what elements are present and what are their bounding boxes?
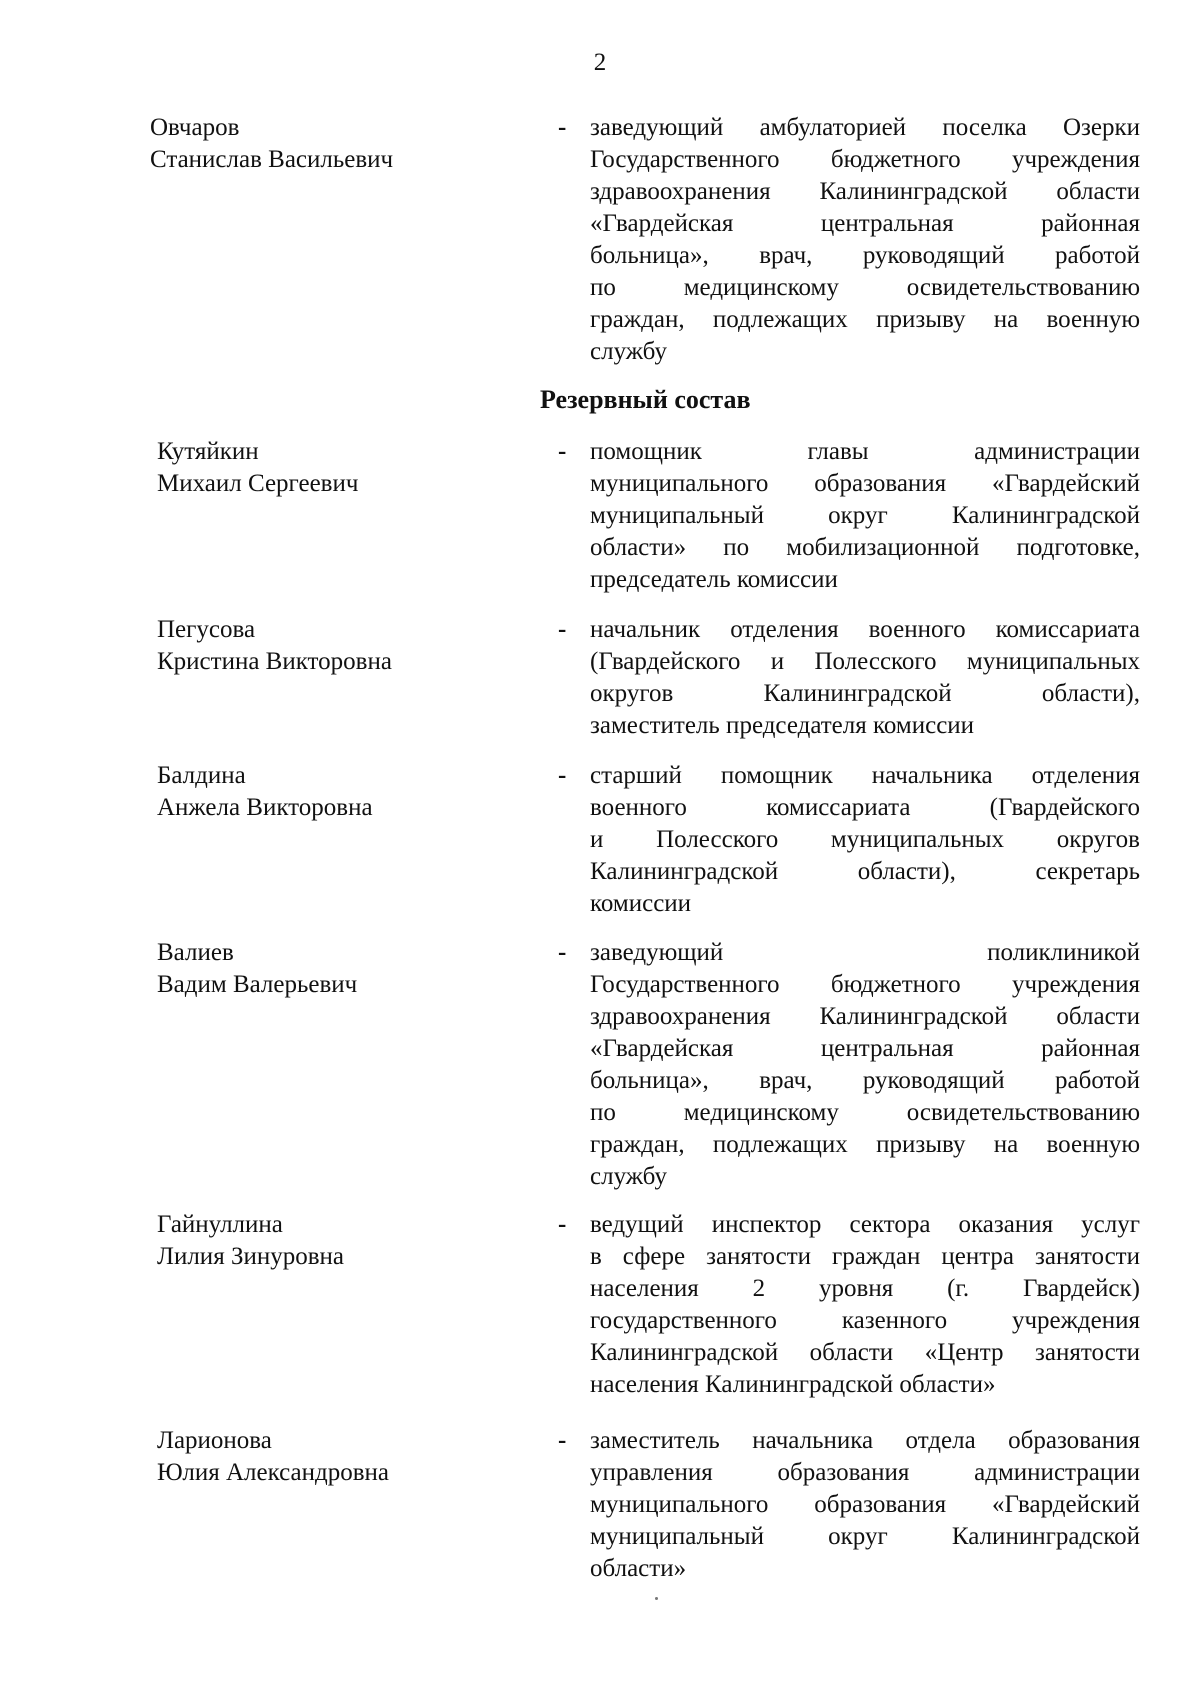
member-surname: Кутяйкин — [157, 438, 259, 465]
position-line: граждан, подлежащих призыву на военную — [590, 1131, 1140, 1158]
position-line: области» — [590, 1555, 687, 1582]
position-line: военного комиссариата (Гвардейского — [590, 794, 1140, 821]
position-line: управления образования администрации — [590, 1459, 1140, 1486]
dash: - — [558, 616, 567, 643]
member-surname: Гайнуллина — [157, 1211, 283, 1238]
member-surname: Балдина — [157, 762, 246, 789]
member-given-names: Михаил Сергеевич — [157, 470, 359, 497]
member-name — [157, 1209, 344, 1273]
position-line: «Гвардейская центральная районная — [590, 210, 1140, 237]
member-position — [590, 1425, 1140, 1585]
position-line: населения Калининградской области» — [590, 1371, 996, 1398]
position-line: муниципального образования «Гвардейский — [590, 470, 1140, 497]
dash: - — [558, 1427, 567, 1454]
member-position — [590, 937, 1140, 1193]
position-line: муниципального образования «Гвардейский — [590, 1491, 1140, 1518]
member-surname: Ларионова — [157, 1427, 272, 1454]
position-line: по медицинскому освидетельствованию — [590, 1099, 1140, 1126]
position-line: Калининградской области), секретарь — [590, 858, 1140, 885]
member-position — [590, 436, 1140, 596]
position-line: «Гвардейская центральная районная — [590, 1035, 1140, 1062]
position-line: здравоохранения Калининградской области — [590, 1003, 1140, 1030]
position-line: граждан, подлежащих призыву на военную — [590, 306, 1140, 333]
position-line: и Полесского муниципальных округов — [590, 826, 1140, 853]
dash: - — [558, 762, 567, 789]
position-line: муниципальный округ Калининградской — [590, 502, 1140, 529]
dash: - — [558, 114, 567, 141]
position-line: области» по мобилизационной подготовке, — [590, 534, 1140, 561]
member-given-names: Лилия Зинуровна — [157, 1243, 344, 1270]
member-name — [150, 112, 393, 176]
dash: - — [558, 438, 567, 465]
position-line: комиссии — [590, 890, 692, 917]
member-name — [157, 436, 358, 500]
page-number: 2 — [593, 49, 607, 76]
member-position — [590, 1209, 1140, 1401]
position-line: ведущий инспектор сектора оказания услуг — [590, 1211, 1140, 1238]
member-given-names: Станислав Васильевич — [150, 146, 394, 173]
member-given-names: Анжела Викторовна — [157, 794, 373, 821]
position-line: округов Калининградской области), — [590, 680, 1140, 707]
position-line: государственного казенного учреждения — [590, 1307, 1140, 1334]
position-line: службу — [590, 338, 667, 365]
member-surname: Овчаров — [150, 114, 240, 141]
member-position — [590, 614, 1140, 742]
member-name — [157, 937, 357, 1001]
position-line: больница», врач, руководящий работой — [590, 242, 1140, 269]
position-line: больница», врач, руководящий работой — [590, 1067, 1140, 1094]
member-position — [590, 760, 1140, 920]
position-line: муниципальный округ Калининградской — [590, 1523, 1140, 1550]
member-given-names: Вадим Валерьевич — [157, 971, 358, 998]
member-position — [590, 112, 1140, 368]
position-line: в сфере занятости граждан центра занятости — [590, 1243, 1140, 1270]
member-given-names: Кристина Викторовна — [157, 648, 392, 675]
member-surname: Валиев — [157, 939, 234, 966]
dash: - — [558, 1211, 567, 1238]
position-line: старший помощник начальника отделения — [590, 762, 1140, 789]
member-name — [157, 1425, 389, 1489]
section-heading: Резервный состав — [540, 385, 751, 414]
member-given-names: Юлия Александровна — [157, 1459, 389, 1486]
position-line: заведующий поликлиникой — [590, 939, 1140, 966]
position-line: здравоохранения Калининградской области — [590, 178, 1140, 205]
position-line: председатель комиссии — [590, 566, 838, 593]
member-name — [157, 614, 392, 678]
position-line: по медицинскому освидетельствованию — [590, 274, 1140, 301]
position-line: заместитель председателя комиссии — [590, 712, 975, 739]
position-line: помощник главы администрации — [590, 438, 1140, 465]
member-surname: Пегусова — [157, 616, 256, 643]
position-line: начальник отделения военного комиссариата — [590, 616, 1140, 643]
position-line: заведующий амбулаторией поселка Озерки — [590, 114, 1140, 141]
position-line: населения 2 уровня (г. Гвардейск) — [590, 1275, 1140, 1302]
position-line: Государственного бюджетного учреждения — [590, 971, 1140, 998]
member-name — [157, 760, 373, 824]
position-line: Государственного бюджетного учреждения — [590, 146, 1140, 173]
position-line: службу — [590, 1163, 667, 1190]
position-line: заместитель начальника отдела образования — [590, 1427, 1140, 1454]
position-line: Калининградской области «Центр занятости — [590, 1339, 1140, 1366]
scan-speck — [655, 1597, 658, 1600]
dash: - — [558, 939, 567, 966]
position-line: (Гвардейского и Полесского муниципальных — [590, 648, 1140, 675]
